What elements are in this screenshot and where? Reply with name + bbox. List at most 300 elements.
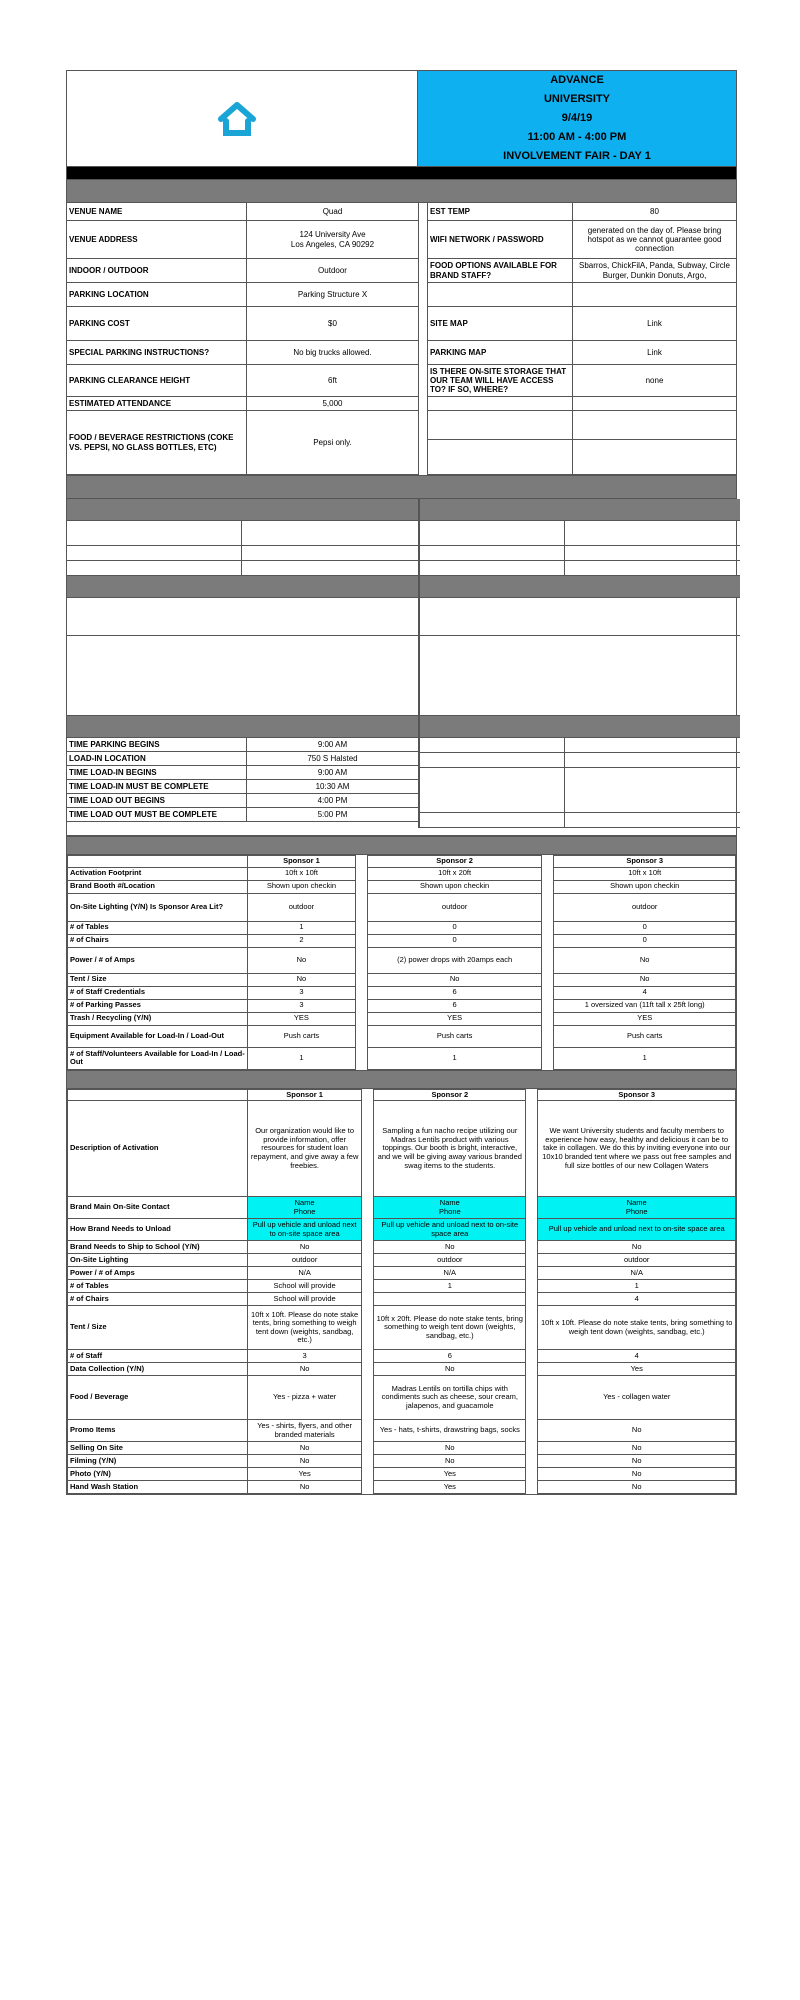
load-row	[67, 808, 418, 822]
column-gap	[362, 1455, 374, 1468]
row-label: Selling On Site	[68, 1442, 248, 1455]
column-gap	[362, 1254, 374, 1267]
load-instructions	[67, 716, 418, 828]
column-gap	[526, 1280, 538, 1293]
row-label: # of Chairs	[68, 1293, 248, 1306]
recess-contact-name	[420, 546, 565, 560]
row-value: Shown upon checkin	[248, 880, 356, 893]
event-summary	[417, 71, 736, 166]
row-value: No	[248, 1241, 362, 1254]
row-value: 1	[367, 1047, 542, 1069]
event-line: 11:00 AM - 4:00 PM	[527, 131, 627, 143]
sheet-header	[67, 71, 736, 167]
column-gap	[542, 1025, 554, 1047]
load-value: 9:00 AM	[317, 767, 348, 777]
event-info-label: EST TEMP	[428, 203, 573, 220]
load-row	[67, 780, 418, 794]
row-value: 6	[367, 986, 542, 999]
recess-contact-phone[interactable]	[420, 561, 565, 575]
row-value: School will provide	[248, 1280, 362, 1293]
column-gap	[542, 880, 554, 893]
row-label: On-Site Lighting	[68, 1254, 248, 1267]
row-value: Name Phone	[538, 1197, 736, 1219]
event-info-value: Outdoor	[318, 265, 347, 275]
event-info-label	[428, 411, 573, 439]
row-label: Power / # of Amps	[68, 947, 248, 973]
sponsor-header: Sponsor 3	[538, 1089, 736, 1101]
table-row	[68, 1047, 736, 1069]
column-gap	[355, 986, 367, 999]
load-value: 10:30 AM	[315, 781, 350, 791]
table-row	[68, 999, 736, 1012]
row-value: No	[554, 947, 736, 973]
column-gap	[362, 1420, 374, 1442]
column-gap	[355, 999, 367, 1012]
row-value: outdoor	[248, 893, 356, 921]
row-value: 4	[554, 986, 736, 999]
table-row	[68, 1280, 736, 1293]
house-icon	[215, 97, 259, 141]
row-value: Our organization would like to provide information, offer resources for student loan repayment, and give away a few freebies.	[248, 1101, 362, 1197]
arrival-answer-right	[420, 636, 740, 715]
event-info-label: PARKING CLEARANCE HEIGHT	[67, 365, 247, 396]
divider-bar	[67, 167, 736, 179]
event-info-value: Link	[647, 347, 662, 357]
row-value: Yes - shirts, flyers, and other branded materials	[248, 1420, 362, 1442]
row-value: outdoor	[248, 1254, 362, 1267]
load-value: 4:00 PM	[317, 795, 348, 805]
row-value: Yes	[248, 1468, 362, 1481]
event-info-value: Parking Structure X	[297, 289, 368, 299]
event-info-value	[573, 283, 736, 306]
section-event-info	[67, 179, 736, 203]
column-gap	[526, 1455, 538, 1468]
column-gap	[526, 1376, 538, 1420]
row-label: Equipment Available for Load-In / Load-Out	[68, 1025, 248, 1047]
event-info-label: PARKING LOCATION	[67, 283, 247, 306]
row-label: Promo Items	[68, 1420, 248, 1442]
event-line: UNIVERSITY	[543, 93, 610, 105]
table-row	[68, 1293, 736, 1306]
event-info-row	[428, 440, 736, 475]
primary-contact-phone[interactable]	[67, 561, 242, 575]
arrival-title-left	[67, 576, 418, 598]
row-value: Name Phone	[248, 1197, 362, 1219]
row-value: We want University students and faculty members to experience how easy, healthy and delicious it can be to take in collagen. We do this by inviting everyone into our 10x10 branded tent where we pass out free samples and full size bottles of our new Collagen Waters	[538, 1101, 736, 1197]
column-gap	[542, 867, 554, 880]
column-gap	[542, 986, 554, 999]
column-gap	[355, 856, 367, 868]
event-info-value: 80	[650, 206, 659, 216]
row-label: # of Staff/Volunteers Available for Load-In / Load-Out	[68, 1047, 248, 1069]
event-info-value: Quad	[322, 206, 343, 216]
event-line: ADVANCE	[550, 74, 604, 86]
load-label: TIME LOAD-IN BEGINS	[67, 766, 247, 779]
arrival-right	[420, 576, 740, 716]
row-value: No	[248, 973, 356, 986]
column-gap	[526, 1420, 538, 1442]
table-row	[68, 934, 736, 947]
row-value: 0	[367, 921, 542, 934]
load-value: 5:00 PM	[317, 809, 348, 819]
column-gap	[542, 973, 554, 986]
row-label: Photo (Y/N)	[68, 1468, 248, 1481]
event-info-label	[428, 440, 573, 474]
column-gap	[355, 880, 367, 893]
load-row	[67, 766, 418, 780]
row-label: On-Site Lighting (Y/N) Is Sponsor Area Lit?	[68, 893, 248, 921]
load-schedule-grid	[67, 716, 736, 828]
column-gap	[526, 1293, 538, 1306]
event-info-value: generated on the day of. Please bring hotspot as we cannot guarantee good connection	[587, 225, 722, 254]
column-gap	[526, 1350, 538, 1363]
event-info-value	[573, 440, 736, 474]
event-info-value: $0	[328, 318, 337, 328]
column-gap	[362, 1280, 374, 1293]
column-gap	[526, 1306, 538, 1350]
column-gap	[542, 947, 554, 973]
load-value: 9:00 AM	[317, 739, 348, 749]
activity-label	[420, 768, 565, 812]
column-gap	[526, 1442, 538, 1455]
row-value: No	[538, 1420, 736, 1442]
column-gap	[526, 1219, 538, 1241]
row-value: No	[538, 1481, 736, 1494]
table-header-blank	[68, 1089, 248, 1101]
row-value: outdoor	[367, 893, 542, 921]
section-sponsor-bring	[67, 1070, 736, 1089]
event-info-label: WIFI NETWORK / PASSWORD	[428, 221, 573, 258]
event-info-label: IS THERE ON-SITE STORAGE THAT OUR TEAM WILL HAVE ACCESS TO? IF SO, WHERE?	[428, 365, 573, 396]
event-schedule	[420, 716, 740, 828]
row-value: 3	[248, 1350, 362, 1363]
doors-value	[565, 738, 740, 752]
doors-label	[420, 738, 565, 752]
load-value: 750 S Halsted	[307, 753, 358, 763]
column-gap	[362, 1267, 374, 1280]
table-header-row	[68, 856, 736, 868]
row-value: YES	[248, 1012, 356, 1025]
event-info-label: FOOD / BEVERAGE RESTRICTIONS (COKE VS. PEPSI, NO GLASS BOTTLES, ETC)	[67, 411, 247, 474]
row-value: Sampling a fun nacho recipe utilizing our Madras Lentils product with various toppings. Our booth is bright, interactive, and we will be giving away various branded swag items to the students.	[374, 1101, 526, 1197]
event-info-grid	[67, 203, 736, 475]
column-gap	[542, 856, 554, 868]
row-value: No	[374, 1455, 526, 1468]
row-value: 10ft x 20ft. Please do note stake tents, bring something to weigh tent down (weights, sandbag, etc.)	[374, 1306, 526, 1350]
row-value: 6	[367, 999, 542, 1012]
row-value: YES	[554, 1012, 736, 1025]
column-gap	[355, 867, 367, 880]
row-value: 10ft x 10ft. Please do note stake tents, bring something to weigh tent down (weights, sandbag, etc.)	[538, 1306, 736, 1350]
event-info-label: SPECIAL PARKING INSTRUCTIONS?	[67, 341, 247, 364]
row-value: No	[248, 1442, 362, 1455]
event-info-row	[67, 365, 418, 397]
load-label: TIME PARKING BEGINS	[67, 738, 247, 751]
event-info-row	[428, 365, 736, 397]
column-gap	[526, 1254, 538, 1267]
column-gap	[542, 893, 554, 921]
row-value: No	[538, 1241, 736, 1254]
row-value: 6	[374, 1350, 526, 1363]
table-row	[68, 1350, 736, 1363]
row-value: Shown upon checkin	[554, 880, 736, 893]
arrival-title-right	[420, 576, 740, 598]
table-row	[68, 893, 736, 921]
primary-contact-name	[67, 546, 242, 560]
row-value: No	[248, 947, 356, 973]
column-gap	[526, 1267, 538, 1280]
table-row	[68, 947, 736, 973]
section-school-provide	[67, 836, 736, 855]
schedule-title	[420, 716, 740, 738]
row-value: 1	[248, 921, 356, 934]
row-value: Yes - hats, t-shirts, drawstring bags, socks	[374, 1420, 526, 1442]
row-value: No	[554, 973, 736, 986]
column-gap	[542, 921, 554, 934]
row-value: outdoor	[538, 1254, 736, 1267]
row-value: No	[538, 1442, 736, 1455]
column-gap	[355, 1012, 367, 1025]
row-value: Yes	[538, 1363, 736, 1376]
event-info-label: PARKING MAP	[428, 341, 573, 364]
column-gap	[355, 1025, 367, 1047]
arrival-grid	[67, 576, 736, 716]
arrival-question-right	[420, 598, 740, 635]
row-value: No	[374, 1363, 526, 1376]
event-info-row	[428, 341, 736, 365]
sponsor-header: Sponsor 2	[367, 856, 542, 868]
event-info-row	[428, 221, 736, 259]
table-row	[68, 1267, 736, 1280]
row-value: YES	[367, 1012, 542, 1025]
arrival-answer-left	[67, 636, 418, 715]
row-label: Brand Booth #/Location	[68, 880, 248, 893]
recess-contacts-title	[420, 499, 740, 521]
table-row	[68, 880, 736, 893]
school-contacts	[67, 499, 418, 576]
row-label: # of Tables	[68, 921, 248, 934]
primary-contact-label	[67, 521, 242, 545]
table-row	[68, 1442, 736, 1455]
row-value: No	[538, 1455, 736, 1468]
column-gap	[526, 1468, 538, 1481]
event-info-row	[67, 221, 418, 259]
row-label: Trash / Recycling (Y/N)	[68, 1012, 248, 1025]
event-info-row	[428, 411, 736, 440]
ends-value	[565, 813, 740, 827]
column-gap	[362, 1089, 374, 1101]
event-info-row	[67, 411, 418, 475]
table-row	[68, 1254, 736, 1267]
recess-contacts	[420, 499, 740, 576]
column-gap	[362, 1442, 374, 1455]
row-label: Description of Activation	[68, 1101, 248, 1197]
event-info-right	[428, 203, 736, 475]
row-value: 2	[248, 934, 356, 947]
column-gap	[526, 1481, 538, 1494]
column-gap	[362, 1101, 374, 1197]
column-gap	[362, 1468, 374, 1481]
event-info-row	[428, 307, 736, 341]
row-value: 3	[248, 986, 356, 999]
event-info-value: 124 University Ave Los Angeles, CA 90292	[290, 230, 375, 249]
row-value: No	[538, 1468, 736, 1481]
row-label: # of Chairs	[68, 934, 248, 947]
column-gap	[362, 1219, 374, 1241]
row-label: # of Tables	[68, 1280, 248, 1293]
row-value: No	[367, 973, 542, 986]
table-row	[68, 1306, 736, 1350]
row-label: # of Staff Credentials	[68, 986, 248, 999]
column-gap	[526, 1101, 538, 1197]
row-value: Yes	[374, 1481, 526, 1494]
event-info-row	[67, 283, 418, 307]
event-info-value: Sbarros, ChickFilA, Panda, Subway, Circle Burger, Dunkin Donuts, Argo,	[578, 261, 731, 280]
row-value: 1 oversized van (11ft tall x 25ft long)	[554, 999, 736, 1012]
row-label: Brand Main On-Site Contact	[68, 1197, 248, 1219]
column-gap	[362, 1306, 374, 1350]
event-info-value: No big trucks allowed.	[293, 347, 372, 357]
row-value: 0	[554, 934, 736, 947]
sponsor-header: Sponsor 3	[554, 856, 736, 868]
column-gap	[362, 1481, 374, 1494]
secondary-contact-name	[242, 546, 418, 560]
event-info-row	[67, 259, 418, 283]
event-info-label	[428, 283, 573, 306]
row-value: N/A	[374, 1267, 526, 1280]
row-label: Tent / Size	[68, 973, 248, 986]
event-info-value: Pepsi only.	[313, 437, 352, 447]
event-info-label	[428, 397, 573, 410]
event-info-row	[428, 397, 736, 411]
sponsor-bring-table	[67, 1089, 736, 1495]
event-info-row	[428, 203, 736, 221]
start-value	[565, 753, 740, 767]
arrival-question-left	[67, 598, 418, 635]
row-value: No	[248, 1481, 362, 1494]
table-row	[68, 1025, 736, 1047]
table-row	[68, 1241, 736, 1254]
row-value: Shown upon checkin	[367, 880, 542, 893]
column-gap	[526, 1363, 538, 1376]
column-gap	[542, 1012, 554, 1025]
event-info-value	[573, 397, 736, 410]
table-row	[68, 921, 736, 934]
event-info-value: 5,000	[322, 398, 343, 408]
table-row	[68, 1455, 736, 1468]
column-gap	[526, 1197, 538, 1219]
row-label: Power / # of Amps	[68, 1267, 248, 1280]
row-value: 10ft x 20ft	[367, 867, 542, 880]
sponsor-header: Sponsor 1	[248, 856, 356, 868]
table-row	[68, 986, 736, 999]
column-gap	[526, 1241, 538, 1254]
event-info-label: PARKING COST	[67, 307, 247, 340]
arrival-left	[67, 576, 418, 716]
column-gap	[362, 1241, 374, 1254]
column-gap	[362, 1293, 374, 1306]
row-label: # of Staff	[68, 1350, 248, 1363]
column-gap	[355, 947, 367, 973]
event-info-label: SITE MAP	[428, 307, 573, 340]
ends-label	[420, 813, 565, 827]
event-info-row	[67, 307, 418, 341]
row-value: 1	[248, 1047, 356, 1069]
row-value: Madras Lentils on tortilla chips with condiments such as cheese, sour cream, jalapenos, and guacamole	[374, 1376, 526, 1420]
table-row	[68, 1101, 736, 1197]
row-value: No	[248, 1455, 362, 1468]
recess-contact-label	[420, 521, 565, 545]
table-row	[68, 1012, 736, 1025]
column-gap	[362, 1363, 374, 1376]
row-value: outdoor	[374, 1254, 526, 1267]
event-info-label: VENUE ADDRESS	[67, 221, 247, 258]
row-value: 0	[554, 921, 736, 934]
row-value: Name Phone	[374, 1197, 526, 1219]
row-value: 3	[248, 999, 356, 1012]
row-label: Hand Wash Station	[68, 1481, 248, 1494]
row-label: Activation Footprint	[68, 867, 248, 880]
column-gap	[355, 1047, 367, 1069]
row-label: # of Parking Passes	[68, 999, 248, 1012]
column-gap	[362, 1350, 374, 1363]
load-label: LOAD-IN LOCATION	[67, 752, 247, 765]
row-value: No	[248, 1363, 362, 1376]
event-info-row	[67, 203, 418, 221]
row-value: Push carts	[248, 1025, 356, 1047]
row-value: Pull up vehicle and unload next to on-site space area	[248, 1219, 362, 1241]
table-row	[68, 973, 736, 986]
row-label: Food / Beverage	[68, 1376, 248, 1420]
row-value: No	[374, 1241, 526, 1254]
load-title	[67, 716, 418, 738]
secondary-contact-phone[interactable]	[242, 561, 418, 575]
row-value: School will provide	[248, 1293, 362, 1306]
event-info-value	[573, 411, 736, 439]
school-provide-table	[67, 855, 736, 1070]
row-value: 4	[538, 1293, 736, 1306]
column-gap	[362, 1376, 374, 1420]
school-contacts-title	[67, 499, 418, 521]
start-label	[420, 753, 565, 767]
column-gap	[355, 973, 367, 986]
row-value: N/A	[538, 1267, 736, 1280]
row-value: (2) power drops with 20amps each	[367, 947, 542, 973]
event-info-label: VENUE NAME	[67, 203, 247, 220]
table-header-blank	[68, 856, 248, 868]
row-value: No	[374, 1442, 526, 1455]
table-row	[68, 1197, 736, 1219]
row-value: Yes - collagen water	[538, 1376, 736, 1420]
row-label: Filming (Y/N)	[68, 1455, 248, 1468]
event-info-row	[428, 283, 736, 307]
column-gap	[362, 1197, 374, 1219]
event-info-left	[67, 203, 418, 475]
table-row	[68, 1363, 736, 1376]
row-label: Tent / Size	[68, 1306, 248, 1350]
table-row	[68, 1420, 736, 1442]
brand-logo	[67, 71, 417, 166]
row-value: Pull up vehicle and unload next to on-site space area	[538, 1219, 736, 1241]
row-label: Brand Needs to Ship to School (Y/N)	[68, 1241, 248, 1254]
row-value: 10ft x 10ft	[554, 867, 736, 880]
event-info-label: ESTIMATED ATTENDANCE	[67, 397, 247, 410]
row-value: outdoor	[554, 893, 736, 921]
row-value: N/A	[248, 1267, 362, 1280]
load-label: TIME LOAD OUT BEGINS	[67, 794, 247, 807]
event-info-label: INDOOR / OUTDOOR	[67, 259, 247, 282]
load-row	[67, 794, 418, 808]
